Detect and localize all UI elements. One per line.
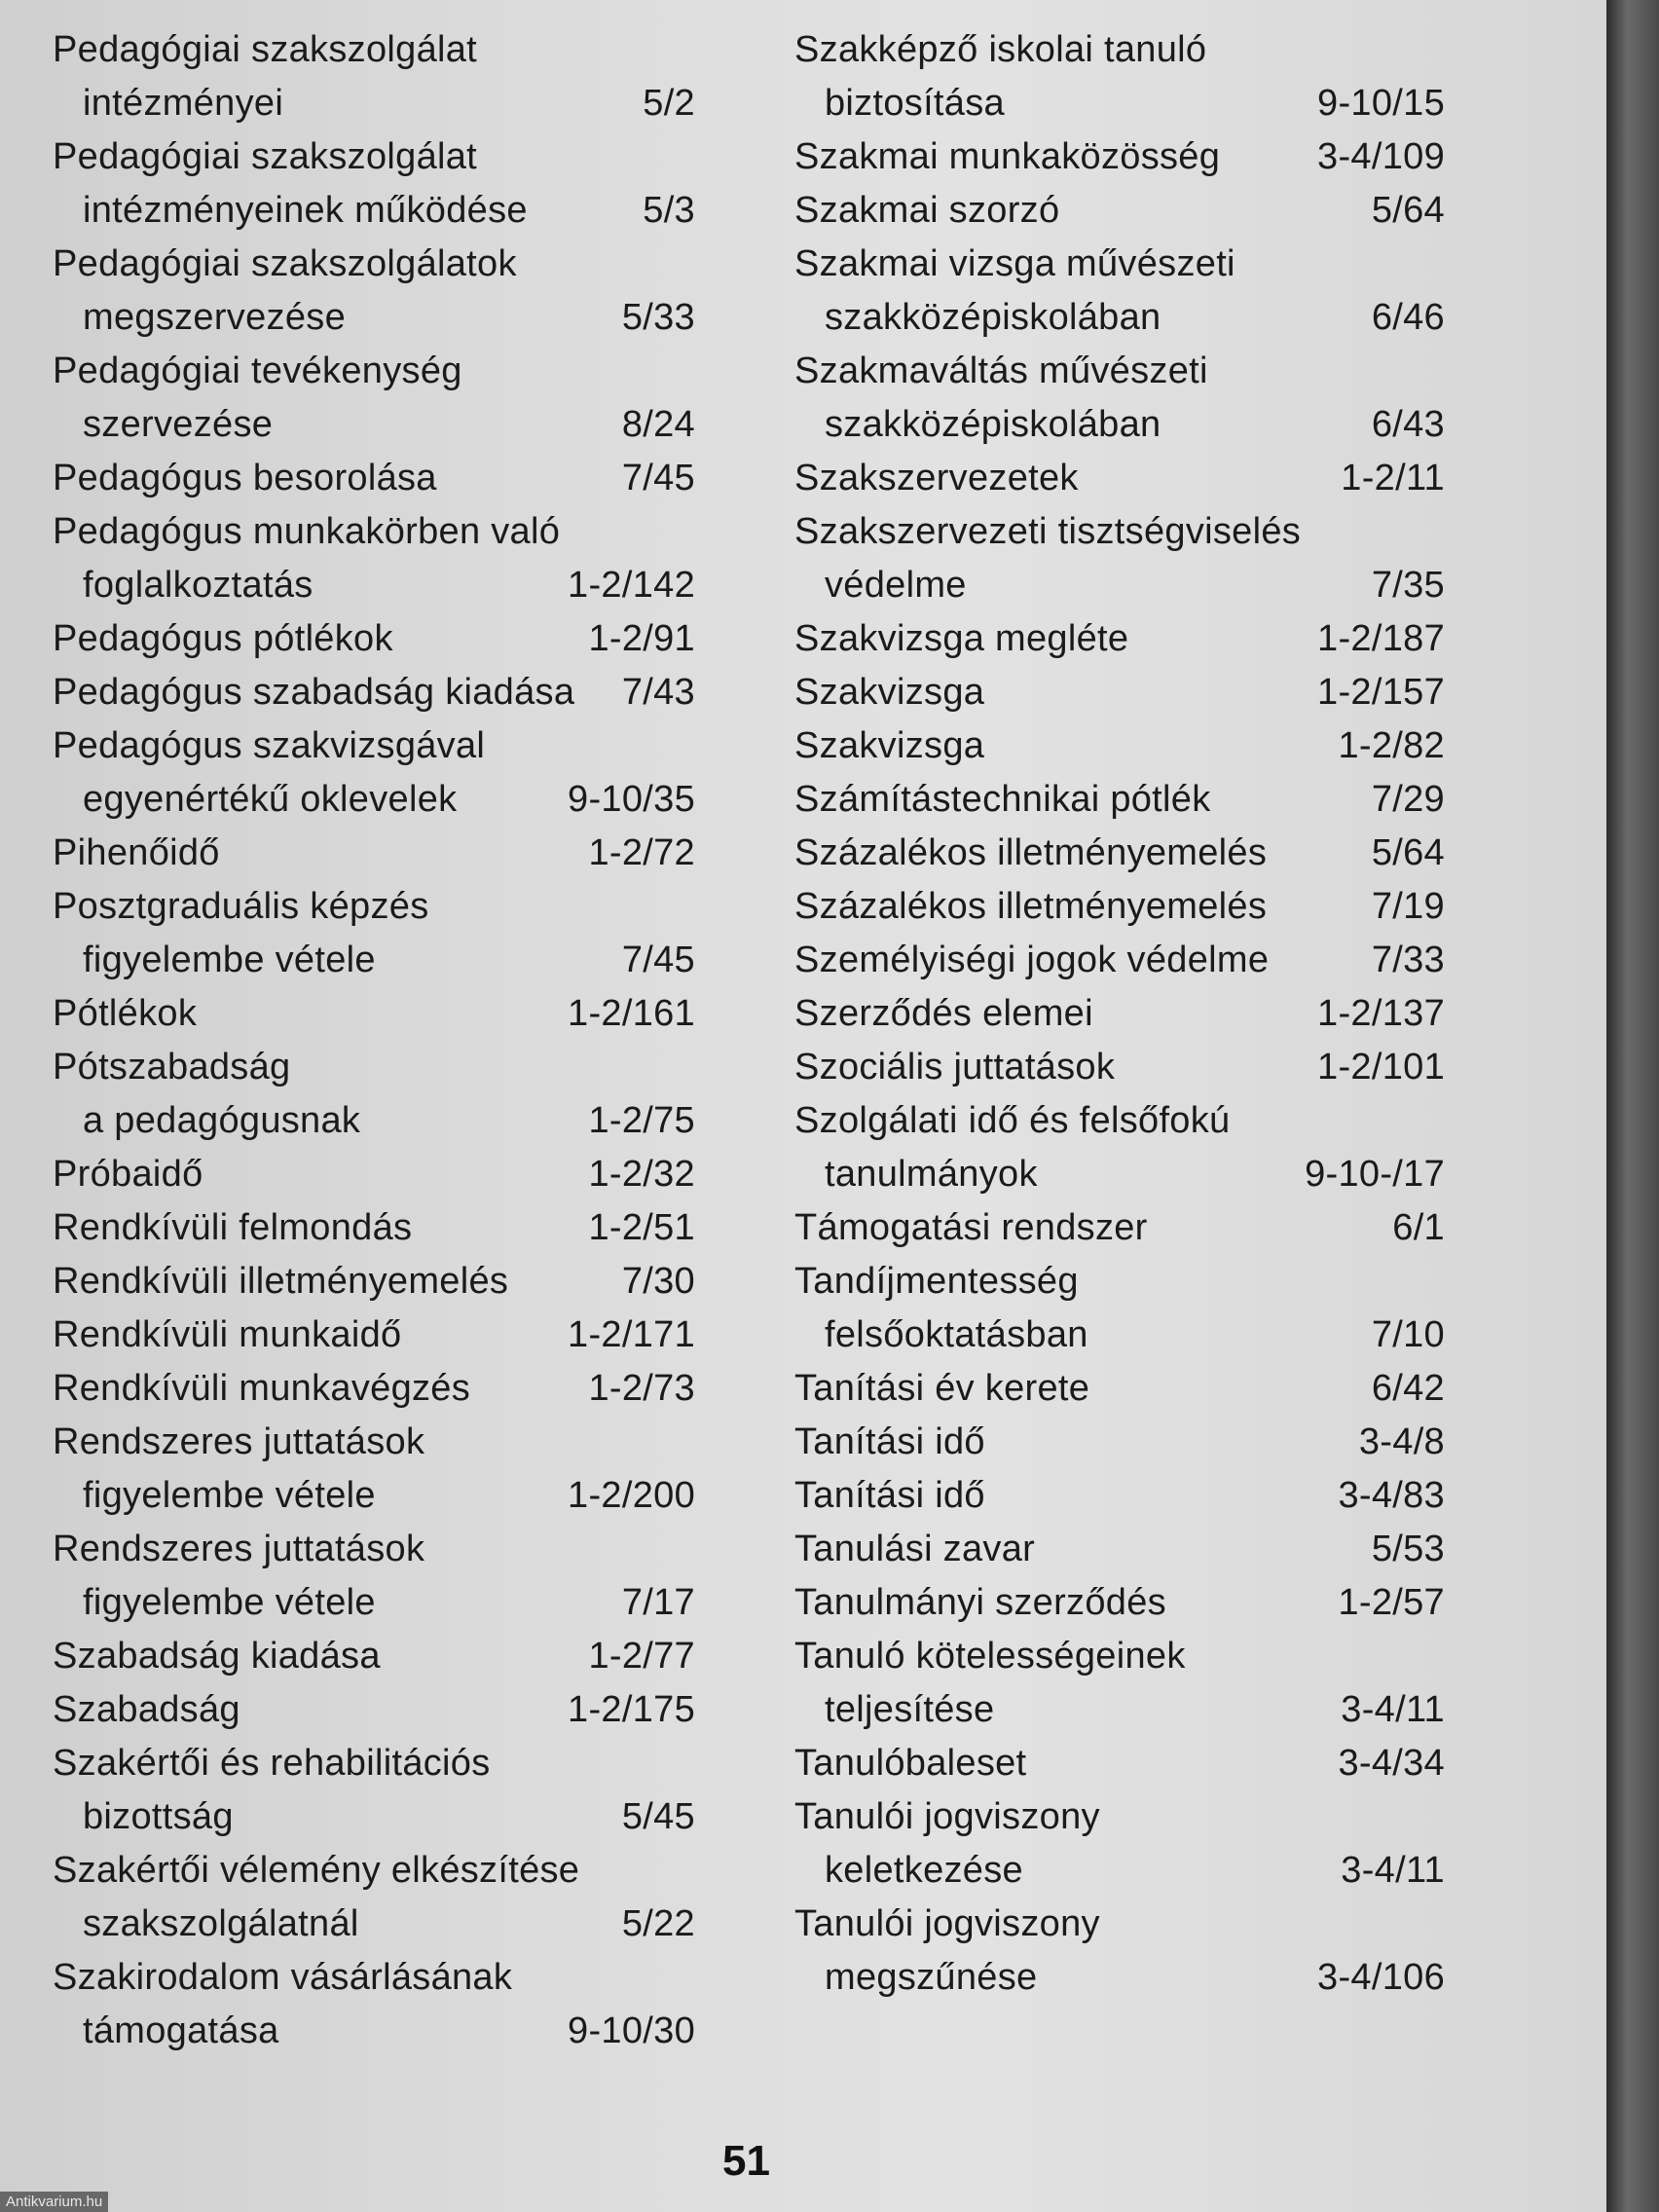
index-reference: 7/43 bbox=[621, 672, 695, 713]
index-term: Százalékos illetményemelés bbox=[794, 886, 1268, 927]
index-entry bbox=[794, 880, 1445, 934]
index-term: a pedagógusnak bbox=[83, 1100, 361, 1141]
index-term: Pótlékok bbox=[53, 993, 198, 1034]
index-reference: 1-2/171 bbox=[568, 1314, 695, 1355]
index-entry bbox=[794, 1951, 1445, 2005]
index-entry bbox=[53, 345, 695, 398]
index-reference: 3-4/34 bbox=[1338, 1743, 1445, 1784]
index-entry bbox=[53, 1737, 695, 1790]
index-term: szervezése bbox=[83, 404, 274, 445]
index-term: Támogatási rendszer bbox=[794, 1207, 1148, 1248]
index-entry bbox=[53, 1201, 695, 1255]
index-reference: 9-10/30 bbox=[568, 2010, 695, 2051]
index-reference: 7/45 bbox=[621, 940, 695, 980]
index-entry bbox=[53, 612, 695, 666]
index-term: tanulmányok bbox=[825, 1154, 1038, 1195]
index-reference: 7/19 bbox=[1371, 886, 1445, 927]
index-reference: 1-2/57 bbox=[1338, 1582, 1445, 1623]
index-reference: 7/10 bbox=[1371, 1314, 1445, 1355]
index-reference: 3-4/11 bbox=[1341, 1850, 1445, 1891]
index-entry bbox=[794, 1683, 1445, 1737]
index-term: Szakmaváltás művészeti bbox=[794, 350, 1208, 391]
index-entry bbox=[53, 934, 695, 987]
index-reference: 1-2/77 bbox=[588, 1636, 695, 1677]
page-number: 51 bbox=[722, 2137, 770, 2185]
index-entry bbox=[794, 291, 1445, 345]
index-term: Rendkívüli illetményemelés bbox=[53, 1261, 509, 1302]
index-term: Tanulmányi szerződés bbox=[794, 1582, 1166, 1623]
index-entry bbox=[794, 1576, 1445, 1630]
index-entry bbox=[53, 452, 695, 505]
index-term: egyenértékű oklevelek bbox=[83, 779, 458, 820]
index-term: védelme bbox=[825, 565, 967, 606]
index-entry bbox=[794, 1898, 1445, 1951]
index-term: Tanulói jogviszony bbox=[794, 1903, 1100, 1944]
index-reference: 1-2/187 bbox=[1317, 618, 1445, 659]
index-term: Szakmai szorzó bbox=[794, 190, 1060, 231]
index-entry bbox=[794, 1041, 1445, 1094]
index-reference: 7/45 bbox=[621, 458, 695, 498]
index-term: Szociális juttatások bbox=[794, 1047, 1116, 1088]
index-term: Tanulói jogviszony bbox=[794, 1796, 1100, 1837]
index-entry bbox=[53, 1523, 695, 1576]
index-reference: 1-2/32 bbox=[588, 1154, 695, 1195]
index-term: Rendszeres juttatások bbox=[53, 1421, 425, 1462]
page-edge-shadow bbox=[1606, 0, 1659, 2212]
index-term: Személyiségi jogok védelme bbox=[794, 940, 1270, 980]
index-reference: 1-2/72 bbox=[588, 832, 695, 873]
index-term: Szabadság kiadása bbox=[53, 1636, 381, 1677]
index-entry bbox=[794, 398, 1445, 452]
index-term: keletkezése bbox=[825, 1850, 1023, 1891]
index-reference: 5/53 bbox=[1371, 1529, 1445, 1569]
index-term: Tanítási idő bbox=[794, 1475, 985, 1516]
index-entry bbox=[794, 77, 1445, 130]
index-entry bbox=[53, 1469, 695, 1523]
index-term: figyelembe vétele bbox=[83, 940, 376, 980]
index-reference: 1-2/101 bbox=[1317, 1047, 1445, 1088]
index-term: Pihenőidő bbox=[53, 832, 220, 873]
index-entry bbox=[53, 1576, 695, 1630]
index-term: Pedagógiai szakszolgálat bbox=[53, 29, 478, 70]
index-term: Tanulóbaleset bbox=[794, 1743, 1027, 1784]
index-entry bbox=[53, 1416, 695, 1469]
index-reference: 3-4/109 bbox=[1317, 136, 1445, 177]
index-term: teljesítése bbox=[825, 1689, 995, 1730]
index-entry bbox=[53, 238, 695, 291]
index-reference: 6/43 bbox=[1371, 404, 1445, 445]
index-reference: 3-4/106 bbox=[1317, 1957, 1445, 1998]
index-entry bbox=[53, 291, 695, 345]
index-entry bbox=[53, 1683, 695, 1737]
index-entry bbox=[794, 345, 1445, 398]
index-entry bbox=[794, 1416, 1445, 1469]
watermark: Antikvarium.hu bbox=[0, 2192, 108, 2212]
index-term: Rendkívüli felmondás bbox=[53, 1207, 413, 1248]
index-reference: 5/22 bbox=[621, 1903, 695, 1944]
index-entry bbox=[53, 559, 695, 612]
index-reference: 9-10/35 bbox=[568, 779, 695, 820]
index-reference: 5/33 bbox=[621, 297, 695, 338]
index-reference: 5/64 bbox=[1371, 190, 1445, 231]
index-entry bbox=[53, 505, 695, 559]
index-entry bbox=[53, 1362, 695, 1416]
index-entry bbox=[53, 987, 695, 1041]
index-term: Szakszervezetek bbox=[794, 458, 1079, 498]
index-entry bbox=[53, 1041, 695, 1094]
index-entry bbox=[53, 880, 695, 934]
index-term: Szakirodalom vásárlásának bbox=[53, 1957, 513, 1998]
index-entry bbox=[794, 1201, 1445, 1255]
index-term: Pedagógus besorolása bbox=[53, 458, 437, 498]
index-term: foglalkoztatás bbox=[83, 565, 313, 606]
index-entry bbox=[794, 612, 1445, 666]
index-entry bbox=[794, 130, 1445, 184]
index-reference: 1-2/51 bbox=[588, 1207, 695, 1248]
index-term: Szakvizsga bbox=[794, 725, 985, 766]
index-reference: 7/17 bbox=[621, 1582, 695, 1623]
index-reference: 1-2/137 bbox=[1317, 993, 1445, 1034]
index-reference: 6/46 bbox=[1371, 297, 1445, 338]
index-reference: 1-2/161 bbox=[568, 993, 695, 1034]
index-reference: 5/45 bbox=[621, 1796, 695, 1837]
index-entry bbox=[794, 1148, 1445, 1201]
index-reference: 3-4/83 bbox=[1338, 1475, 1445, 1516]
index-entry bbox=[53, 1790, 695, 1844]
index-term: Szerződés elemei bbox=[794, 993, 1093, 1034]
index-entry bbox=[794, 184, 1445, 238]
index-term: Szakértői és rehabilitációs bbox=[53, 1743, 491, 1784]
index-entry bbox=[53, 398, 695, 452]
index-term: Pedagógus pótlékok bbox=[53, 618, 393, 659]
index-entry bbox=[794, 1255, 1445, 1309]
index-term: Tandíjmentesség bbox=[794, 1261, 1079, 1302]
index-term: Százalékos illetményemelés bbox=[794, 832, 1268, 873]
index-term: szakszolgálatnál bbox=[83, 1903, 359, 1944]
index-reference: 7/29 bbox=[1371, 779, 1445, 820]
index-entry bbox=[794, 1362, 1445, 1416]
index-entry bbox=[794, 666, 1445, 719]
index-entry bbox=[794, 1737, 1445, 1790]
index-entry bbox=[53, 1255, 695, 1309]
index-column-left bbox=[53, 23, 695, 2058]
index-term: Tanítási év kerete bbox=[794, 1368, 1090, 1409]
index-entry bbox=[53, 773, 695, 827]
index-reference: 7/30 bbox=[621, 1261, 695, 1302]
index-entry bbox=[794, 1630, 1445, 1683]
index-entry bbox=[794, 1523, 1445, 1576]
index-term: szakközépiskolában bbox=[825, 297, 1161, 338]
index-entry bbox=[53, 1309, 695, 1362]
index-reference: 1-2/11 bbox=[1341, 458, 1445, 498]
index-term: Szakértői vélemény elkészítése bbox=[53, 1850, 580, 1891]
index-term: Pedagógus szakvizsgával bbox=[53, 725, 486, 766]
index-entry bbox=[53, 1630, 695, 1683]
index-term: szakközépiskolában bbox=[825, 404, 1161, 445]
index-reference: 9-10-/17 bbox=[1305, 1154, 1445, 1195]
index-reference: 1-2/157 bbox=[1317, 672, 1445, 713]
index-entry bbox=[53, 77, 695, 130]
index-entry bbox=[794, 1844, 1445, 1898]
index-reference: 9-10/15 bbox=[1317, 83, 1445, 124]
index-term: Rendkívüli munkavégzés bbox=[53, 1368, 471, 1409]
index-term: megszervezése bbox=[83, 297, 347, 338]
index-entry bbox=[794, 559, 1445, 612]
index-term: Tanítási idő bbox=[794, 1421, 985, 1462]
index-reference: 7/35 bbox=[1371, 565, 1445, 606]
index-term: Tanuló kötelességeinek bbox=[794, 1636, 1186, 1677]
index-entry bbox=[53, 1951, 695, 2005]
index-reference: 1-2/75 bbox=[588, 1100, 695, 1141]
index-term: Posztgraduális képzés bbox=[53, 886, 429, 927]
index-term: Szabadság bbox=[53, 1689, 240, 1730]
index-entry bbox=[794, 23, 1445, 77]
index-term: Szakképző iskolai tanuló bbox=[794, 29, 1207, 70]
index-term: Szakvizsga bbox=[794, 672, 985, 713]
index-entry bbox=[53, 130, 695, 184]
index-term: Próbaidő bbox=[53, 1154, 203, 1195]
index-term: megszűnése bbox=[825, 1957, 1038, 1998]
index-entry bbox=[794, 1790, 1445, 1844]
index-entry bbox=[794, 719, 1445, 773]
index-term: intézményei bbox=[83, 83, 284, 124]
index-entry bbox=[53, 1148, 695, 1201]
index-column-right bbox=[794, 23, 1445, 2005]
index-term: biztosítása bbox=[825, 83, 1005, 124]
index-entry bbox=[794, 1094, 1445, 1148]
index-reference: 6/42 bbox=[1371, 1368, 1445, 1409]
index-reference: 1-2/91 bbox=[588, 618, 695, 659]
index-entry bbox=[794, 987, 1445, 1041]
index-reference: 7/33 bbox=[1371, 940, 1445, 980]
index-reference: 8/24 bbox=[621, 404, 695, 445]
index-reference: 5/64 bbox=[1371, 832, 1445, 873]
index-term: Tanulási zavar bbox=[794, 1529, 1036, 1569]
index-reference: 1-2/142 bbox=[568, 565, 695, 606]
index-entry bbox=[53, 184, 695, 238]
index-reference: 1-2/82 bbox=[1338, 725, 1445, 766]
index-term: intézményeinek működése bbox=[83, 190, 528, 231]
index-entry bbox=[794, 1309, 1445, 1362]
index-entry bbox=[794, 505, 1445, 559]
index-term: Rendkívüli munkaidő bbox=[53, 1314, 402, 1355]
index-term: bizottság bbox=[83, 1796, 234, 1837]
index-entry bbox=[794, 934, 1445, 987]
index-entry bbox=[53, 666, 695, 719]
index-term: Szakszervezeti tisztségviselés bbox=[794, 511, 1302, 552]
index-term: Számítástechnikai pótlék bbox=[794, 779, 1211, 820]
index-reference: 3-4/8 bbox=[1358, 1421, 1445, 1462]
index-term: Szolgálati idő és felsőfokú bbox=[794, 1100, 1231, 1141]
index-entry bbox=[794, 238, 1445, 291]
index-entry bbox=[794, 773, 1445, 827]
index-term: Pedagógus szabadság kiadása bbox=[53, 672, 575, 713]
index-reference: 6/1 bbox=[1392, 1207, 1445, 1248]
index-reference: 1-2/73 bbox=[588, 1368, 695, 1409]
index-entry bbox=[794, 1469, 1445, 1523]
index-term: figyelembe vétele bbox=[83, 1582, 376, 1623]
index-reference: 5/3 bbox=[643, 190, 695, 231]
index-term: felsőoktatásban bbox=[825, 1314, 1088, 1355]
index-entry bbox=[794, 452, 1445, 505]
index-entry bbox=[53, 2005, 695, 2058]
index-entry bbox=[53, 1094, 695, 1148]
index-term: figyelembe vétele bbox=[83, 1475, 376, 1516]
index-term: Pedagógiai szakszolgálat bbox=[53, 136, 478, 177]
index-reference: 1-2/200 bbox=[568, 1475, 695, 1516]
index-term: Szakmai munkaközösség bbox=[794, 136, 1221, 177]
index-entry bbox=[53, 1844, 695, 1898]
index-reference: 1-2/175 bbox=[568, 1689, 695, 1730]
index-term: Rendszeres juttatások bbox=[53, 1529, 425, 1569]
index-entry bbox=[53, 1898, 695, 1951]
index-reference: 3-4/11 bbox=[1341, 1689, 1445, 1730]
index-entry bbox=[53, 827, 695, 880]
index-term: Szakmai vizsga művészeti bbox=[794, 243, 1235, 284]
index-entry bbox=[53, 719, 695, 773]
index-term: Pedagógiai tevékenység bbox=[53, 350, 462, 391]
index-term: Pedagógiai szakszolgálatok bbox=[53, 243, 517, 284]
index-entry bbox=[794, 827, 1445, 880]
index-term: támogatása bbox=[83, 2010, 279, 2051]
index-reference: 5/2 bbox=[643, 83, 695, 124]
index-term: Pedagógus munkakörben való bbox=[53, 511, 561, 552]
index-term: Pótszabadság bbox=[53, 1047, 291, 1088]
index-entry bbox=[53, 23, 695, 77]
index-term: Szakvizsga megléte bbox=[794, 618, 1129, 659]
